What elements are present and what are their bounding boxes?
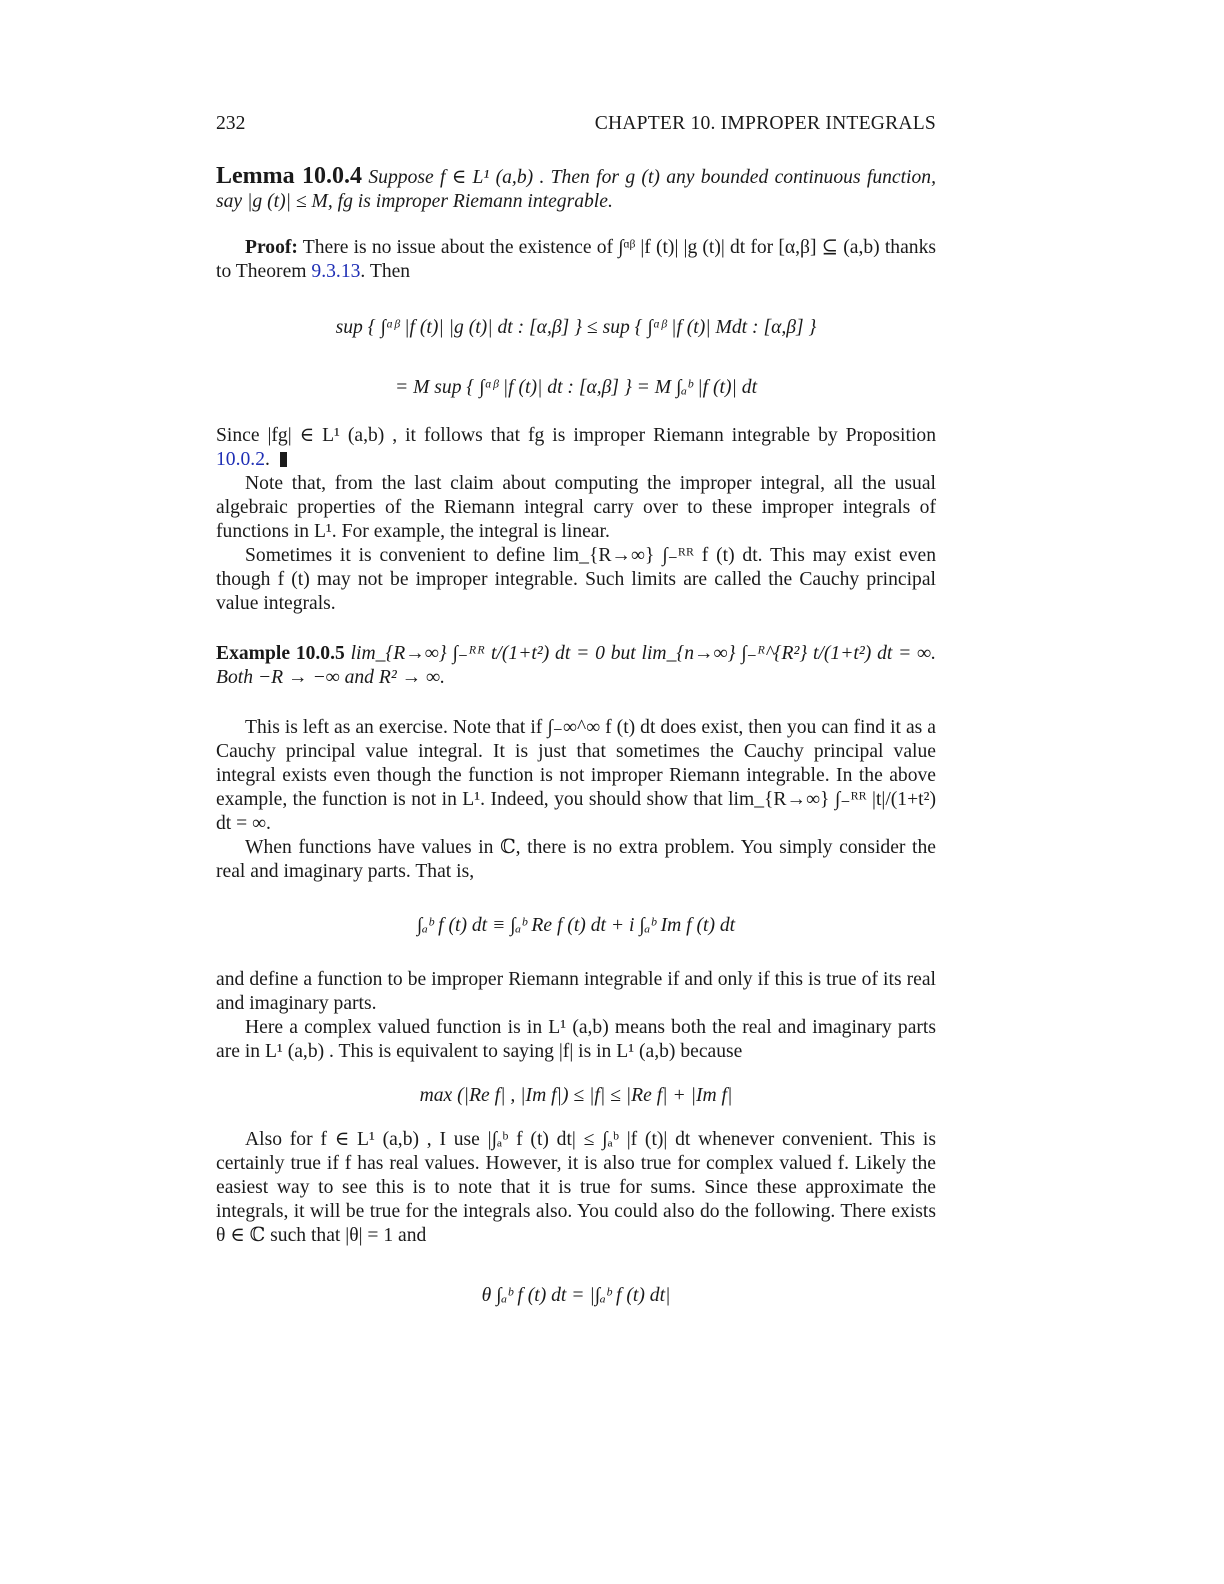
eq4: max (|Re f| , |Im f|) ≤ |f| ≤ |Re f| + |Im f| xyxy=(419,1085,733,1106)
lemma-block xyxy=(216,164,936,214)
exercise-paragraph: This is left as an exercise. Note that if ∫₋∞^∞ f (t) dt does exist, then you can find it as a Cauchy principal value integral. It is just that sometimes the Cauchy principal value integral exists even though the function is not improper Riemann integrable. In the above example, the function is not in L¹. Indeed, you should show that lim_{R→∞} ∫₋ᴿᴿ |t|/(1+t²) dt = ∞. xyxy=(216,717,936,834)
chapter-title: CHAPTER 10. IMPROPER INTEGRALS xyxy=(594,113,936,134)
page-number: 232 xyxy=(216,113,246,134)
also-paragraph: Also for f ∈ L¹ (a,b) , I use |∫ₐᵇ f (t) dt| ≤ ∫ₐᵇ |f (t)| dt whenever convenient. This is certainly true if f has real values. However, it is also true for complex valued f. Likely the easiest way to see this is to note that it is true for sums. Since these approximate the integrals, it will be true for the integrals also. You could also do the following. There exists θ ∈ ℂ such that |θ| = 1 and xyxy=(216,1129,936,1246)
eq5: θ ∫ₐᵇ f (t) dt = |∫ₐᵇ f (t) dt| xyxy=(481,1285,671,1306)
proof-after-b: . xyxy=(264,449,270,470)
qed-square-icon xyxy=(280,452,287,467)
proof-label: Proof: xyxy=(245,237,298,258)
equation-complex-integral xyxy=(216,894,936,958)
theorem-ref-link[interactable]: 9.3.13 xyxy=(311,261,361,282)
cauchy-paragraph: Sometimes it is convenient to define lim_{R→∞} ∫₋ᴿᴿ f (t) dt. This may exist even though f (t) may not be improper integrable. Such limits are called the Cauchy principal value integrals. xyxy=(216,545,936,614)
proof-conclusion xyxy=(216,424,936,472)
example-block xyxy=(216,642,936,690)
proof-text-a: There is no issue about the existence of ∫ᵅᵝ |f (t)| |g (t)| dt for [α,β] ⊆ (a,b) thanks to Theorem xyxy=(216,237,936,282)
equation-sup-equality xyxy=(216,358,936,418)
lemma-title: Lemma 10.0.4 xyxy=(216,163,363,189)
equation-max-inequality xyxy=(216,1084,936,1108)
complex-paragraph: When functions have values in ℂ, there is no extra problem. You simply consider the real and imaginary parts. That is, xyxy=(216,837,936,882)
define-paragraph: and define a function to be improper Riemann integrable if and only if this is true of its real and imaginary parts. xyxy=(216,969,936,1014)
eq1-right: sup { ∫ᵅᵝ |f (t)| Mdt : [α,β] } xyxy=(602,317,817,338)
text-column xyxy=(216,112,936,1328)
proposition-ref-link[interactable]: 10.0.2 xyxy=(216,449,265,470)
proof-text-b: . Then xyxy=(360,261,411,282)
proof-paragraph xyxy=(216,236,936,284)
proof-after-a: Since |fg| ∈ L¹ (a,b) , it follows that fg is improper Riemann integrable by Proposition xyxy=(216,425,936,446)
lemma-statement: Suppose f ∈ L¹ (a,b) . Then for g (t) any bounded continuous function, say |g (t)| ≤ M, fg is improper Riemann integrable. xyxy=(216,167,936,212)
eq1-relation: ≤ xyxy=(586,317,598,338)
eq2: = M sup { ∫ᵅᵝ |f (t)| dt : [α,β] } = M ∫ₐᵇ |f (t)| dt xyxy=(394,377,758,398)
equation-sup-inequality xyxy=(216,298,936,358)
note-paragraph: Note that, from the last claim about computing the improper integral, all the usual algebraic properties of the Riemann integral carry over to these improper integrals of functions in L¹. For example, the integral is linear. xyxy=(216,473,936,542)
eq3: ∫ₐᵇ f (t) dt ≡ ∫ₐᵇ Re f (t) dt + i ∫ₐᵇ Im f (t) dt xyxy=(416,915,736,936)
example-statement: lim_{R→∞} ∫₋ᴿᴿ t/(1+t²) dt = 0 but lim_{n→∞} ∫₋ᴿ^{R²} t/(1+t²) dt = ∞. Both −R → −∞ and R² → ∞. xyxy=(216,643,936,688)
running-header xyxy=(216,112,936,136)
example-title: Example 10.0.5 xyxy=(216,643,345,664)
complex-l1-paragraph: Here a complex valued function is in L¹ (a,b) means both the real and imaginary parts are in L¹ (a,b) . This is equivalent to saying |f| is in L¹ (a,b) because xyxy=(216,1017,936,1062)
eq1-left: sup { ∫ᵅᵝ |f (t)| |g (t)| dt : [α,β] } xyxy=(335,317,582,338)
equation-theta xyxy=(216,1264,936,1328)
